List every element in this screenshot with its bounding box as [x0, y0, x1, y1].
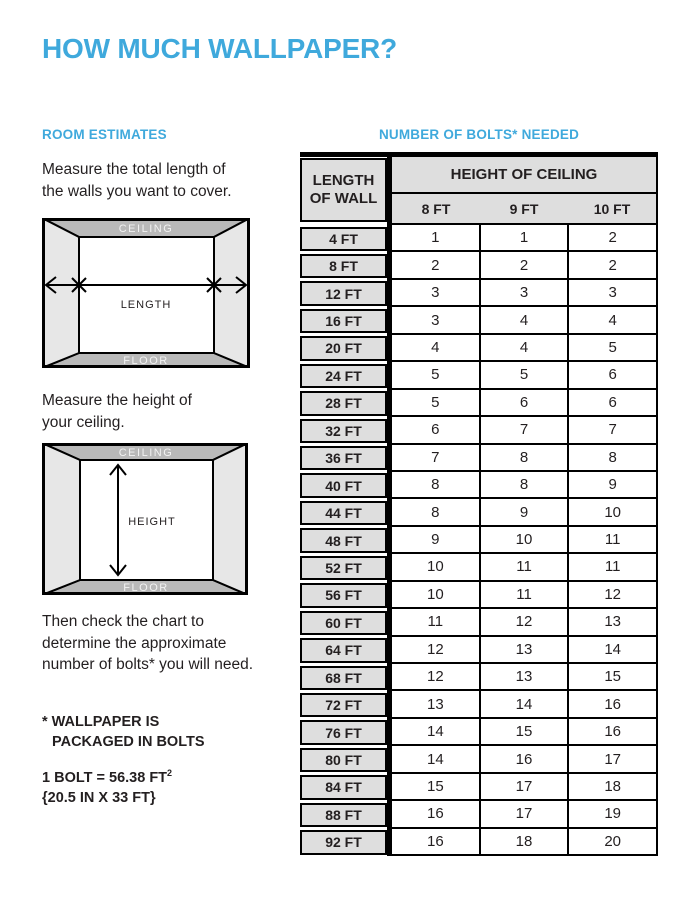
bolts-8ft-value: 10 [392, 554, 479, 579]
bolts-10ft-value: 10 [567, 499, 656, 524]
bolts-10ft-value: 7 [567, 417, 656, 442]
bolts-9ft-value: 7 [479, 417, 568, 442]
bolts-9ft-value: 11 [479, 582, 568, 607]
instruction-height-line1: Measure the height of [42, 392, 192, 409]
wall-length-row [300, 280, 387, 307]
wall-length-value: 12 FT [300, 281, 387, 305]
length-measure-label: LENGTH [120, 299, 172, 311]
bolts-9ft-value: 13 [479, 637, 568, 662]
bolts-8ft-value: 14 [392, 746, 479, 771]
wall-length-value: 32 FT [300, 419, 387, 443]
wall-length-header-line2: OF WALL [309, 190, 378, 207]
bolts-8ft-value: 12 [392, 664, 479, 689]
bolts-10ft-value: 2 [567, 252, 656, 277]
room-height-diagram [42, 443, 248, 595]
bolts-10ft-value: 11 [567, 554, 656, 579]
wall-length-row [300, 774, 387, 801]
wall-length-value: 44 FT [300, 501, 387, 525]
page-title: HOW MUCH WALLPAPER? [42, 33, 397, 64]
bolts-10ft-value: 14 [567, 637, 656, 662]
bolts-10ft-value: 8 [567, 445, 656, 470]
table-row [392, 635, 656, 662]
wall-length-column [300, 157, 387, 856]
bolts-9ft-value: 17 [479, 774, 568, 799]
wall-length-value: 92 FT [300, 830, 387, 854]
bolts-10ft-value: 19 [567, 801, 656, 826]
bolts-9ft-value: 6 [479, 390, 568, 415]
wall-length-value: 76 FT [300, 720, 387, 744]
bolts-9ft-value: 8 [479, 472, 568, 497]
wall-length-header-line1: LENGTH [312, 172, 375, 189]
table-row [392, 717, 656, 744]
bolts-9ft-value: 4 [479, 335, 568, 360]
wall-length-value: 52 FT [300, 556, 387, 580]
right-wall-surface [214, 218, 250, 368]
bolt-size-info [42, 763, 172, 808]
wall-length-row [300, 225, 387, 252]
table-row [392, 333, 656, 360]
table-row [392, 278, 656, 305]
right-wall-surface [213, 443, 248, 595]
wall-length-value: 60 FT [300, 611, 387, 635]
bolts-10ft-value: 20 [567, 829, 656, 854]
ceiling-8ft-header: 8 FT [421, 200, 451, 217]
wall-length-value: 80 FT [300, 748, 387, 772]
instruction-length-line1: Measure the total length of [42, 161, 226, 178]
instruction-length-line2: the walls you want to cover. [42, 182, 232, 200]
bolts-8ft-value: 15 [392, 774, 479, 799]
bolts-8ft-value: 6 [392, 417, 479, 442]
wall-length-row [300, 417, 387, 444]
bolts-9ft-value: 11 [479, 554, 568, 579]
left-wall-surface [42, 443, 80, 595]
bolts-8ft-value: 7 [392, 445, 479, 470]
bolts-8ft-value: 8 [392, 499, 479, 524]
bolts-8ft-value: 1 [392, 225, 479, 250]
wall-length-header [300, 158, 387, 222]
bolts-10ft-value: 3 [567, 280, 656, 305]
wall-length-row [300, 691, 387, 718]
wall-length-header-wrap [300, 157, 387, 225]
bolts-9ft-value: 10 [479, 527, 568, 552]
bolts-8ft-value: 11 [392, 609, 479, 634]
bolts-8ft-value: 16 [392, 829, 479, 854]
wall-length-value: 56 FT [300, 583, 387, 607]
instruction-chart-line1: Then check the chart to [42, 613, 204, 630]
bolts-8ft-value: 10 [392, 582, 479, 607]
bolts-10ft-value: 9 [567, 472, 656, 497]
wall-length-row [300, 582, 387, 609]
wall-length-value: 8 FT [300, 254, 387, 278]
wall-length-row [300, 527, 387, 554]
table-row [392, 415, 656, 442]
wall-length-row [300, 390, 387, 417]
instruction-height [42, 390, 192, 433]
wall-length-row [300, 609, 387, 636]
instruction-chart-line2: determine the approximate [42, 634, 227, 652]
bolts-9ft-value: 2 [479, 252, 568, 277]
table-row [392, 607, 656, 634]
bolt-size-line1-sup: 2 [167, 768, 173, 778]
table-row [392, 552, 656, 579]
table-row [392, 744, 656, 771]
bolts-9ft-value: 17 [479, 801, 568, 826]
bolts-9ft-value: 12 [479, 609, 568, 634]
left-wall-surface [42, 218, 79, 368]
table-row [392, 799, 656, 826]
bolts-9ft-value: 4 [479, 307, 568, 332]
bolts-8ft-value: 3 [392, 280, 479, 305]
bolts-10ft-value: 6 [567, 362, 656, 387]
bolts-8ft-value: 5 [392, 390, 479, 415]
instruction-length [42, 159, 232, 202]
bolts-8ft-value: 12 [392, 637, 479, 662]
wall-length-row [300, 445, 387, 472]
ceiling-10ft-header: 10 FT [593, 200, 631, 217]
bolts-8ft-value: 8 [392, 472, 479, 497]
ceiling-height-subheader-row [392, 194, 656, 223]
bolts-9ft-value: 15 [479, 719, 568, 744]
bolts-9ft-value: 9 [479, 499, 568, 524]
instruction-chart-line3: number of bolts* you will need. [42, 656, 254, 673]
wall-length-row [300, 829, 387, 856]
table-row [392, 525, 656, 552]
room-estimates-heading: ROOM ESTIMATES [42, 127, 167, 142]
table-row [392, 223, 656, 250]
bolt-size-line2: {20.5 IN X 33 FT} [42, 790, 156, 806]
bolts-8ft-value: 9 [392, 527, 479, 552]
bolts-8ft-value: 14 [392, 719, 479, 744]
bolts-9ft-value: 18 [479, 829, 568, 854]
wall-length-row [300, 252, 387, 279]
wall-length-value: 40 FT [300, 473, 387, 497]
bolts-9ft-value: 3 [479, 280, 568, 305]
wall-length-value: 64 FT [300, 638, 387, 662]
back-wall-surface [79, 237, 214, 353]
wall-length-row [300, 499, 387, 526]
table-row [392, 689, 656, 716]
wall-length-value: 16 FT [300, 309, 387, 333]
bolts-table [300, 152, 658, 856]
ceiling-label: CEILING [118, 447, 174, 459]
bolts-10ft-value: 11 [567, 527, 656, 552]
wall-length-value: 24 FT [300, 364, 387, 388]
table-row [392, 305, 656, 332]
wall-length-value: 72 FT [300, 693, 387, 717]
bolts-9ft-value: 14 [479, 691, 568, 716]
wall-length-row [300, 335, 387, 362]
bolts-9ft-value: 1 [479, 225, 568, 250]
bolts-10ft-value: 6 [567, 390, 656, 415]
bolt-size-line1-text: 1 BOLT = 56.38 FT [42, 770, 168, 786]
table-grid [300, 157, 658, 856]
wall-length-value: 84 FT [300, 775, 387, 799]
floor-label: FLOOR [123, 355, 169, 367]
bolts-8ft-value: 4 [392, 335, 479, 360]
bolts-9ft-value: 16 [479, 746, 568, 771]
wall-length-value: 28 FT [300, 391, 387, 415]
table-row [392, 772, 656, 799]
wall-length-value: 4 FT [300, 227, 387, 251]
bolts-10ft-value: 15 [567, 664, 656, 689]
bolts-9ft-value: 5 [479, 362, 568, 387]
footnote-line1: * WALLPAPER IS [42, 714, 160, 730]
table-row [392, 662, 656, 689]
wall-length-value: 20 FT [300, 336, 387, 360]
bolts-8ft-value: 16 [392, 801, 479, 826]
bolts-9ft-value: 8 [479, 445, 568, 470]
table-row [392, 388, 656, 415]
instruction-chart [42, 611, 253, 676]
bolts-8ft-value: 5 [392, 362, 479, 387]
bolts-10ft-value: 16 [567, 719, 656, 744]
wall-length-value: 48 FT [300, 528, 387, 552]
wall-length-row [300, 746, 387, 773]
bolts-8ft-value: 13 [392, 691, 479, 716]
table-row [392, 470, 656, 497]
bolts-9ft-value: 13 [479, 664, 568, 689]
wall-length-value: 88 FT [300, 803, 387, 827]
table-row [392, 360, 656, 387]
wall-length-value: 68 FT [300, 666, 387, 690]
wall-length-row [300, 664, 387, 691]
wall-length-row [300, 637, 387, 664]
wall-length-value: 36 FT [300, 446, 387, 470]
bolts-10ft-value: 17 [567, 746, 656, 771]
floor-label: FLOOR [123, 582, 169, 594]
bolts-10ft-value: 16 [567, 691, 656, 716]
height-of-ceiling-header: HEIGHT OF CEILING [392, 157, 656, 194]
table-row [392, 250, 656, 277]
bolts-10ft-value: 12 [567, 582, 656, 607]
bolts-needed-heading: NUMBER OF BOLTS* NEEDED [378, 127, 580, 142]
footnote-line2: PACKAGED IN BOLTS [52, 734, 205, 750]
bolts-10ft-value: 5 [567, 335, 656, 360]
ceiling-label: CEILING [118, 223, 174, 235]
table-row [392, 827, 656, 854]
table-row [392, 497, 656, 524]
bolts-8ft-value: 2 [392, 252, 479, 277]
wall-length-row [300, 472, 387, 499]
wall-length-row [300, 307, 387, 334]
table-row [392, 580, 656, 607]
wall-length-row [300, 362, 387, 389]
bolt-count-columns [387, 157, 658, 856]
bolt-size-line1 [42, 763, 172, 788]
bolts-8ft-value: 3 [392, 307, 479, 332]
room-length-diagram [42, 218, 250, 368]
wallpaper-footnote [42, 712, 205, 752]
instruction-height-line2: your ceiling. [42, 413, 125, 431]
ceiling-9ft-header: 9 FT [509, 200, 539, 217]
bolts-10ft-value: 2 [567, 225, 656, 250]
wall-length-row [300, 554, 387, 581]
bolts-10ft-value: 18 [567, 774, 656, 799]
table-row [392, 443, 656, 470]
wall-length-row [300, 801, 387, 828]
height-measure-label: HEIGHT [128, 516, 176, 528]
wall-length-row [300, 719, 387, 746]
bolts-10ft-value: 4 [567, 307, 656, 332]
bolts-10ft-value: 13 [567, 609, 656, 634]
